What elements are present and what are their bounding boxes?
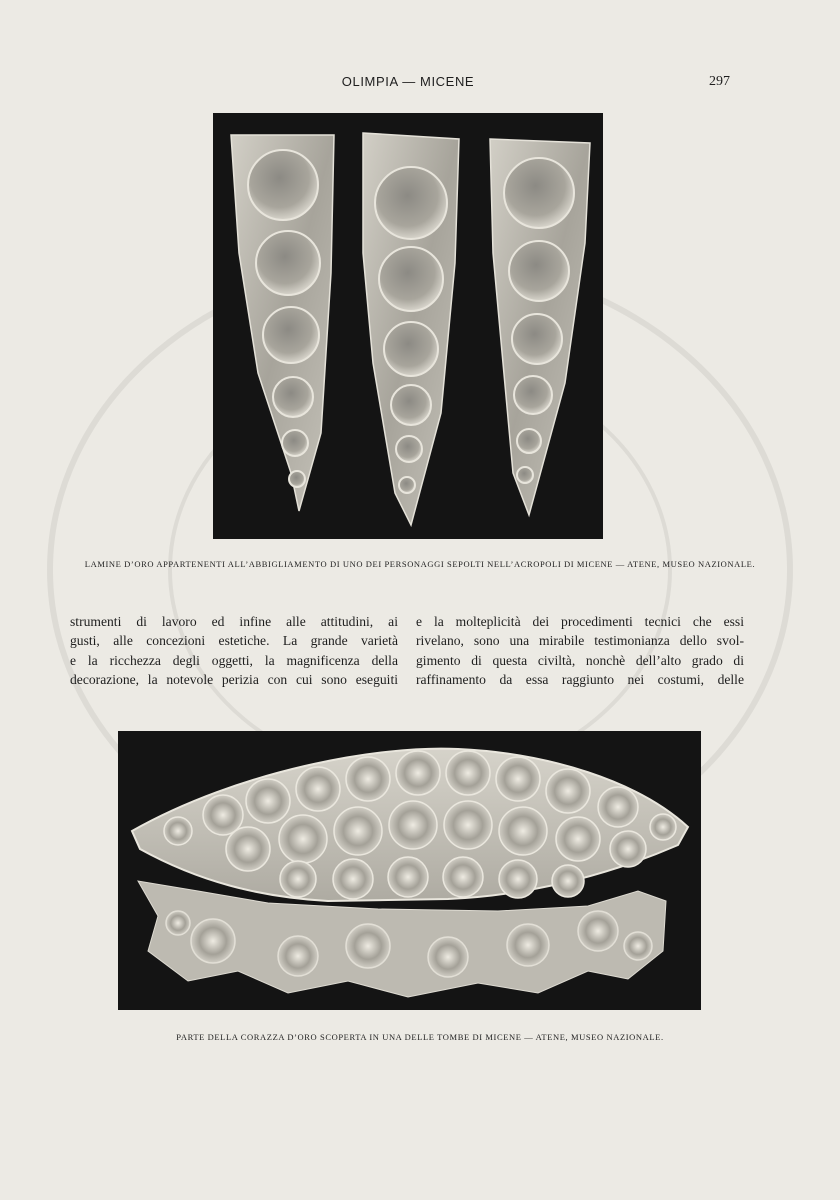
page-number: 297 bbox=[709, 74, 730, 89]
running-head bbox=[0, 74, 840, 94]
running-title: OLIMPIA — MICENE bbox=[341, 74, 475, 89]
text-line: e la ricchezza degli oggetti, la magnificenza della bbox=[70, 652, 398, 668]
text-column-right bbox=[416, 612, 744, 690]
gold-strips-illustration bbox=[213, 113, 603, 539]
gold-strip-middle bbox=[363, 133, 459, 525]
breastplate-upper bbox=[132, 749, 688, 901]
figure-caption-1: LAMINE D’ORO APPARTENENTI ALL’ABBIGLIAMENTO DI UNO DEI PERSONAGGI SEPOLTI NELL’ACROPOLI DI MICENE — ATENE, MUSEO NAZIONALE. bbox=[84, 559, 756, 569]
gold-strip-left bbox=[231, 135, 334, 511]
text-line: gusti, alle concezioni estetiche. La grande varietà bbox=[70, 633, 398, 649]
breastplate-illustration bbox=[118, 731, 701, 1010]
body-text bbox=[70, 612, 742, 692]
text-line: raffinamento da essa raggiunto nei costumi, delle bbox=[416, 672, 744, 688]
text-line: decorazione, la notevole perizia con cui sono eseguiti bbox=[70, 672, 398, 688]
photo-gold-strips bbox=[213, 113, 603, 539]
text-line: e la molteplicità dei procedimenti tecnici che essi bbox=[416, 614, 744, 629]
gold-strip-right bbox=[490, 139, 590, 515]
text-line: rivelano, sono una mirabile testimonianza dello svol- bbox=[416, 633, 744, 649]
photo-gold-breastplate bbox=[118, 731, 701, 1010]
text-line: strumenti di lavoro ed infine alle attitudini, ai bbox=[70, 614, 398, 629]
text-line: gimento di questa civiltà, nonchè dell’alto grado di bbox=[416, 652, 744, 668]
text-column-left bbox=[70, 612, 398, 690]
figure-caption-2: PARTE DELLA CORAZZA D’ORO SCOPERTA IN UNA DELLE TOMBE DI MICENE — ATENE, MUSEO NAZIONALE. bbox=[176, 1032, 664, 1042]
